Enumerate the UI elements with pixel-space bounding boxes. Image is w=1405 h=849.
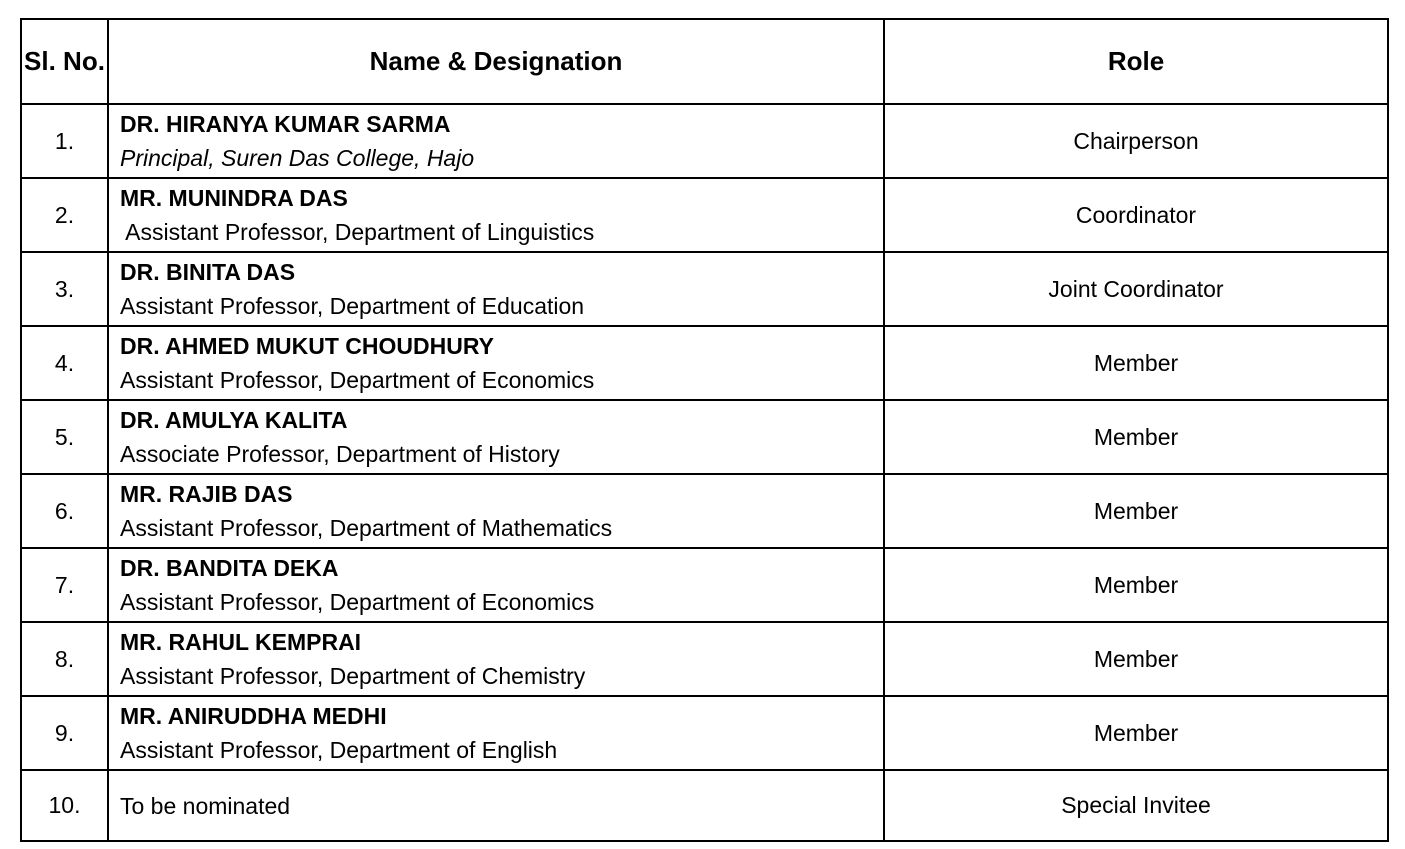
name-designation-cell xyxy=(108,326,884,400)
name-designation-cell xyxy=(108,178,884,252)
table-header-row xyxy=(21,19,1388,104)
sl-no-cell: 4. xyxy=(21,326,108,400)
table-row xyxy=(21,548,1388,622)
member-designation: Assistant Professor, Department of English xyxy=(120,737,558,763)
member-name: MR. MUNINDRA DAS xyxy=(120,185,348,211)
role-cell: Chairperson xyxy=(884,104,1388,178)
name-designation-cell xyxy=(108,622,884,696)
member-designation: Assistant Professor, Department of Education xyxy=(120,293,585,319)
role-cell: Coordinator xyxy=(884,178,1388,252)
sl-no-cell: 2. xyxy=(21,178,108,252)
member-designation: Assistant Professor, Department of Economics xyxy=(120,367,595,393)
member-designation: Assistant Professor, Department of Economics xyxy=(120,589,595,615)
header-name-designation: Name & Designation xyxy=(108,19,884,104)
role-cell: Member xyxy=(884,326,1388,400)
header-sl-no: Sl. No. xyxy=(21,19,108,104)
name-designation-cell xyxy=(108,548,884,622)
role-cell: Joint Coordinator xyxy=(884,252,1388,326)
role-cell: Member xyxy=(884,548,1388,622)
role-cell: Member xyxy=(884,622,1388,696)
table-row xyxy=(21,696,1388,770)
sl-no-cell: 7. xyxy=(21,548,108,622)
member-name: MR. RAHUL KEMPRAI xyxy=(120,629,362,655)
member-name: DR. HIRANYA KUMAR SARMA xyxy=(120,111,451,137)
sl-no-cell: 10. xyxy=(21,770,108,841)
role-cell: Special Invitee xyxy=(884,770,1388,841)
member-designation: Associate Professor, Department of History xyxy=(120,441,560,467)
table-row xyxy=(21,622,1388,696)
role-cell: Member xyxy=(884,474,1388,548)
name-designation-cell xyxy=(108,400,884,474)
member-designation: Assistant Professor, Department of Chemistry xyxy=(120,663,586,689)
role-cell: Member xyxy=(884,400,1388,474)
table-row xyxy=(21,252,1388,326)
member-name: MR. RAJIB DAS xyxy=(120,481,293,507)
table-row xyxy=(21,770,1388,841)
member-name: DR. AMULYA KALITA xyxy=(120,407,348,433)
name-designation-cell xyxy=(108,252,884,326)
table-row xyxy=(21,474,1388,548)
table-row xyxy=(21,104,1388,178)
header-role: Role xyxy=(884,19,1388,104)
name-designation-cell xyxy=(108,104,884,178)
sl-no-cell: 9. xyxy=(21,696,108,770)
member-name: DR. BINITA DAS xyxy=(120,259,296,285)
member-name: DR. AHMED MUKUT CHOUDHURY xyxy=(120,333,494,359)
member-name: MR. ANIRUDDHA MEDHI xyxy=(120,703,387,729)
sl-no-cell: 5. xyxy=(21,400,108,474)
member-designation: Principal, Suren Das College, Hajo xyxy=(120,145,475,171)
name-designation-cell xyxy=(108,770,884,841)
name-designation-cell xyxy=(108,474,884,548)
sl-no-cell: 3. xyxy=(21,252,108,326)
member-designation: Assistant Professor, Department of Linguistics xyxy=(120,219,595,245)
member-designation: Assistant Professor, Department of Mathematics xyxy=(120,515,613,541)
sl-no-cell: 1. xyxy=(21,104,108,178)
role-cell: Member xyxy=(884,696,1388,770)
sl-no-cell: 6. xyxy=(21,474,108,548)
name-designation-cell xyxy=(108,696,884,770)
nominee-text: To be nominated xyxy=(120,792,291,819)
table-row xyxy=(21,400,1388,474)
committee-table xyxy=(20,18,1389,842)
table-row xyxy=(21,326,1388,400)
table-row xyxy=(21,178,1388,252)
sl-no-cell: 8. xyxy=(21,622,108,696)
member-name: DR. BANDITA DEKA xyxy=(120,555,339,581)
